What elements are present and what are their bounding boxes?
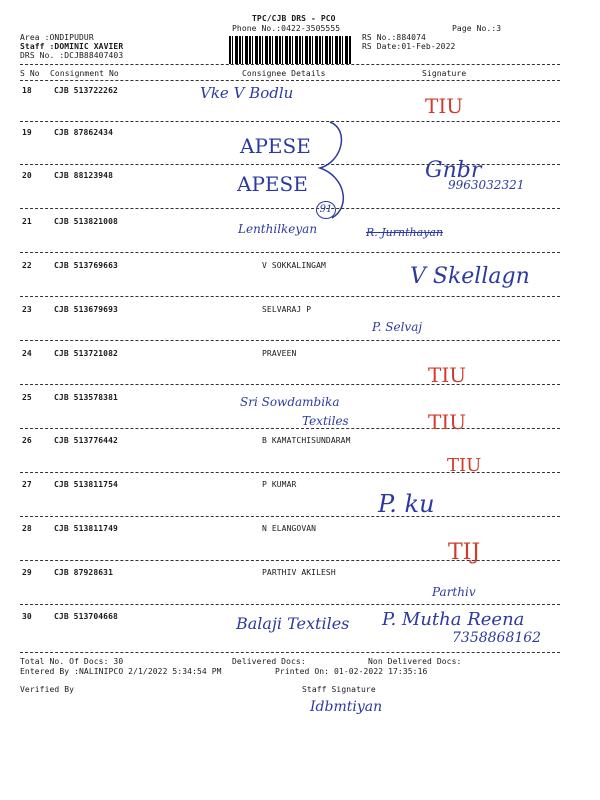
verified-by: Verified By (20, 685, 75, 694)
col-consignment: Consignment No (50, 69, 119, 78)
delivered-docs: Delivered Docs: (232, 657, 306, 666)
barcode (229, 36, 352, 64)
row-consignment: CJB 513811749 (54, 524, 118, 533)
row-sno: 24 (22, 349, 32, 358)
row-sno: 30 (22, 612, 32, 621)
handwritten-signature: P. Selvaj (372, 320, 423, 334)
row-consignee: SELVARAJ P (262, 305, 312, 314)
row-consignment: CJB 513811754 (54, 480, 118, 489)
handwritten-name: Textiles (302, 414, 349, 428)
divider (20, 652, 560, 653)
row-consignee: B KAMATCHISUNDARAM (262, 436, 351, 445)
divider (20, 428, 560, 429)
col-consignee: Consignee Details (242, 69, 326, 78)
divider (20, 80, 560, 81)
row-sno: 28 (22, 524, 32, 533)
row-sno: 21 (22, 217, 32, 226)
handwritten-signature: TIU (428, 410, 467, 434)
page-number: Page No.:3 (452, 24, 502, 33)
handwritten-signature: P. ku (378, 490, 435, 518)
divider (20, 340, 560, 341)
row-consignment: CJB 513722262 (54, 86, 118, 95)
rs-number: RS No.:884074 (362, 33, 426, 42)
handwritten-phone: 7358868162 (452, 630, 542, 646)
handwritten-signature: V Skellagn (410, 264, 530, 289)
divider (20, 296, 560, 297)
row-consignee: V SOKKALINGAM (262, 261, 326, 270)
rs-date: RS Date:01-Feb-2022 (362, 42, 456, 51)
entered-by: Entered By :NALINIPCO 2/1/2022 5:34:54 PM (20, 667, 222, 676)
col-signature: Signature (422, 69, 467, 78)
staff-label: Staff :DOMINIC XAVIER (20, 42, 124, 51)
handwritten-phone: 9963032321 (448, 178, 525, 192)
divider (20, 64, 560, 65)
row-consignee: PRAVEEN (262, 349, 297, 358)
divider (20, 516, 560, 517)
row-consignee: N ELANGOVAN (262, 524, 317, 533)
handwritten-signature: TIU (428, 363, 467, 387)
row-consignment: CJB 88123948 (54, 171, 113, 180)
row-consignment: CJB 513769663 (54, 261, 118, 270)
drs-number: DRS No. :DCJB88407403 (20, 51, 124, 60)
handwritten-note: Parthiv (432, 585, 476, 599)
handwritten-signature: TIJ (448, 540, 481, 565)
printed-on: Printed On: 01-02-2022 17:35:16 (275, 667, 428, 676)
row-consignment: CJB 87862434 (54, 128, 113, 137)
circled-number: 91 (316, 201, 336, 219)
handwritten-name: Balaji Textiles (236, 614, 350, 633)
row-consignment: CJB 513704668 (54, 612, 118, 621)
divider (20, 252, 560, 253)
row-consignee: P KUMAR (262, 480, 297, 489)
row-sno: 18 (22, 86, 32, 95)
staff-signature: Idbmtiyan (310, 699, 383, 715)
row-sno: 19 (22, 128, 32, 137)
row-sno: 25 (22, 393, 32, 402)
non-delivered-docs: Non Delivered Docs: (368, 657, 462, 666)
row-consignee: PARTHIV AKILESH (262, 568, 336, 577)
divider (20, 384, 560, 385)
row-consignment: CJB 513721082 (54, 349, 118, 358)
handwritten-name: Vke V Bodlu (200, 84, 294, 102)
handwritten-name: Sri Sowdambika (240, 395, 340, 409)
staff-signature-label: Staff Signature (302, 685, 376, 694)
handwritten-name: APESE (237, 172, 308, 196)
handwritten-signature: TIU (425, 94, 464, 118)
row-sno: 20 (22, 171, 32, 180)
row-consignment: CJB 513821008 (54, 217, 118, 226)
divider (20, 604, 560, 605)
handwritten-signature: Gnbr (425, 158, 482, 183)
area-label: Area :ONDIPUDUR (20, 33, 94, 42)
handwritten-signature: P. Mutha Reena (382, 609, 525, 630)
row-consignment: CJB 513776442 (54, 436, 118, 445)
row-sno: 29 (22, 568, 32, 577)
handwritten-name: APESE (240, 134, 311, 158)
total-docs: Total No. Of Docs: 30 (20, 657, 124, 666)
row-consignment: CJB 87928631 (54, 568, 113, 577)
row-sno: 23 (22, 305, 32, 314)
row-consignment: CJB 513679693 (54, 305, 118, 314)
divider (20, 208, 560, 209)
row-sno: 27 (22, 480, 32, 489)
row-consignment: CJB 513578381 (54, 393, 118, 402)
divider (20, 121, 560, 122)
col-sno: S No (20, 69, 40, 78)
handwritten-signature: TIU (447, 455, 482, 476)
row-sno: 22 (22, 261, 32, 270)
phone-number: Phone No.:0422-3505555 (232, 24, 341, 33)
document-title: TPC/CJB DRS - PCO (252, 14, 336, 23)
row-sno: 26 (22, 436, 32, 445)
handwritten-signature: R. Jurnthayan (366, 226, 444, 239)
handwritten-name: Lenthilkeyan (238, 222, 318, 236)
